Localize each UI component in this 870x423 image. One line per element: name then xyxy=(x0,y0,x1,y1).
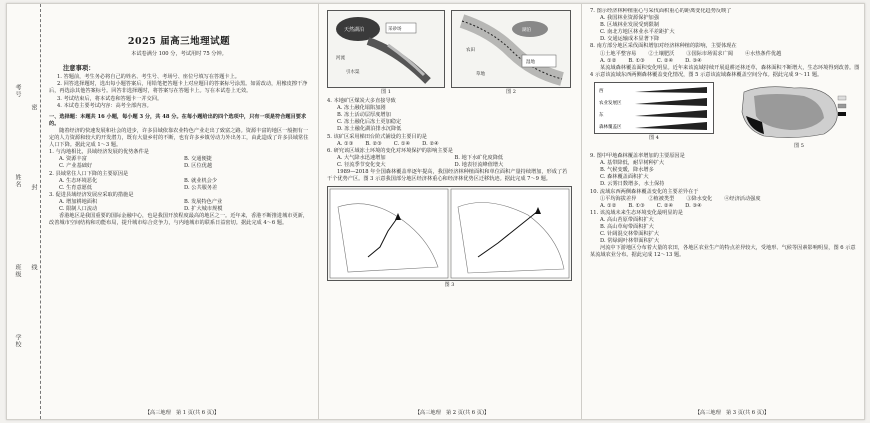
option[interactable]: D. ③④ xyxy=(685,202,702,209)
option[interactable]: D. 公共服务差 xyxy=(184,184,218,191)
name-label: 姓名 xyxy=(14,174,21,188)
statement: ②土壤肥沃 xyxy=(648,50,675,57)
section-heading: 一、选择题：本题共 16 小题，每小题 3 分，共 48 分。在每小题给出的四个选项中，只有一项是符合题目要求的。 xyxy=(49,113,307,127)
notice-item: 2. 回答选择题时，选出每小题答案后，用铅笔把答题卡上对应题目的答案标号涂黑。如需改动，用橡皮擦干净后，再选涂其他答案标号。回答非选择题时，将答案写在答题卡上。写在本试卷上无效。 xyxy=(49,81,308,95)
option[interactable]: A. 生态环境恶化 xyxy=(59,177,98,184)
page-footer-1: 【高三地理 第 1 页(共 6 页)】 xyxy=(144,410,220,416)
figure-4-caption: 图 4 xyxy=(649,134,659,141)
exam-sheet xyxy=(6,3,865,420)
question-3: 3. 促进县域经济发展应采取的措施是 xyxy=(49,191,134,198)
statement: ④经济活动强度 xyxy=(724,195,761,202)
figure-4-row-label: 西 xyxy=(599,87,604,93)
option[interactable]: B. 气候变暖，降水增多 xyxy=(600,167,654,174)
question-6: 6. 研究该区域冻土环境的变化对环境保护的影响主要是 xyxy=(327,147,453,154)
figure-5-wrap xyxy=(734,82,860,152)
figure-2-map xyxy=(452,11,570,87)
statement: ①土地平整容易 xyxy=(600,50,637,57)
figure-row-mid xyxy=(590,82,860,152)
question-7: 7. 图示经济林种植重心与采伐面积重心的距离变化趋势反映了 xyxy=(590,8,732,14)
seal-mark-1: 密 xyxy=(30,104,37,111)
statement: ③国际市场需求广阔 xyxy=(686,50,733,57)
question-1-options xyxy=(49,163,309,170)
question-11: 11. 该流域未来生态环境变化最明显的是 xyxy=(590,209,683,216)
figure-4-wrap xyxy=(594,82,714,152)
option[interactable]: D. ③④ xyxy=(685,57,702,64)
exam-subtitle: 本试卷满分 100 分，考试用时 75 分钟。 xyxy=(131,51,227,58)
question-4: 4. 本地矿区煤炭大多直接导致 xyxy=(327,98,396,105)
school-label: 学校 xyxy=(14,334,21,348)
option[interactable]: A. ①② xyxy=(600,57,617,64)
question-intro: 1989—2018 年全国森林覆盖率逐年提高，我国经济林种植面积和单位面积产量持续增加，形成了若干个优势产区。图 3 示意我国部分地区经济林重心和经济林优势区迁移轨迹。据此完成 7～9 题。 xyxy=(327,169,568,183)
figure-3-map xyxy=(328,187,571,280)
figure-1 xyxy=(327,10,445,88)
question-8: 8. 南方部分地区采伐面积增加对经济林种植的影响，主要体现在 xyxy=(590,43,737,50)
question-2-options xyxy=(49,185,309,192)
option[interactable]: D. 冻土融化湖泊排水沉降低 xyxy=(337,126,402,133)
page-3 xyxy=(590,8,860,408)
question-9: 9. 图中甲地森林覆盖率增加的主要原因是 xyxy=(590,153,685,160)
option[interactable]: C. 生育意愿低 xyxy=(59,184,93,191)
question-5: 5. 该矿区采用梯田台阶式铺设的主要目的是 xyxy=(327,133,427,140)
option[interactable]: B. 就业机会少 xyxy=(184,177,218,184)
option[interactable]: C. ②④ xyxy=(656,57,674,64)
question-5-options xyxy=(327,141,572,148)
option[interactable]: D. 扩大城市规模 xyxy=(184,205,223,212)
id-label: 考号 xyxy=(14,84,21,98)
figure-1-map xyxy=(328,11,444,87)
question-intro: 香港地区是我国重要的国际金融中心，也是我国开放程度最高的地区之一。近年来，香港不断推进城市更新，改善城市空间结构和功能布局，提升城市综合竞争力，与内地城市的联系日益密切。据此完成 4～6 题。 xyxy=(49,213,309,227)
page-2 xyxy=(327,8,572,408)
figure-1-label: 采砂场 xyxy=(388,26,402,31)
figure-4-chart xyxy=(595,83,713,133)
option[interactable]: C. 径流季节变化变大 xyxy=(337,161,386,168)
option[interactable]: C. ①④ xyxy=(393,140,411,147)
notice-item: 1. 答题前，考生务必将自己的姓名、考生号、考场号、座位号填写在答题卡上。 xyxy=(57,74,240,81)
figure-1-label: 河流 xyxy=(336,55,345,60)
option[interactable]: A. 大气降水迅速增加 xyxy=(337,154,386,161)
class-label: 班级 xyxy=(14,264,21,278)
question-3-options xyxy=(49,206,309,213)
figure-3-caption: 图 3 xyxy=(444,282,455,289)
question-intro: 某流域森林覆盖面积变化明显。近年来该流域持续开展退耕还林还草，森林面积不断增大，生态环境得到改善。图 4 示意该流域东西两侧森林覆盖变化情况，图 5 示意该流域森林覆盖空间分布。据此完成 9～11 题。 xyxy=(590,64,860,78)
option[interactable]: B. 交通便捷 xyxy=(184,156,212,163)
option[interactable]: B. 冻土活动层厚度增加 xyxy=(337,112,391,119)
figure-2-label: 湖泊 xyxy=(522,27,531,32)
question-6-options xyxy=(327,155,572,162)
notice-item: 4. 本试卷主要考试内容：高考全部内容。 xyxy=(57,102,152,109)
option[interactable]: B. 发展特色产业 xyxy=(184,198,223,205)
page-footer-2: 【高三地理 第 2 页(共 6 页)】 xyxy=(414,410,490,416)
figure-1-label: 天然湖泊 xyxy=(344,27,365,33)
option[interactable]: D. ②④ xyxy=(422,140,439,147)
option[interactable]: D. 交通运输成本显著下降 xyxy=(600,36,660,43)
question-10: 10. 流域东西两侧森林覆盖变化的主要差异在于 xyxy=(590,188,699,195)
figure-4-row-label: 东 xyxy=(599,111,604,117)
figure-3 xyxy=(327,186,572,281)
question-8-options xyxy=(590,58,860,65)
option[interactable]: A. ①② xyxy=(600,202,617,209)
question-6-options xyxy=(327,162,572,169)
option[interactable]: C. 针阔混交林带面积扩大 xyxy=(600,231,659,238)
question-2: 2. 县域常住人口下降的主要原因是 xyxy=(49,170,129,177)
figure-1-label: 引水渠 xyxy=(346,69,360,74)
option[interactable]: D. 云雾日数增多，水土保持 xyxy=(600,181,665,188)
option[interactable]: A. 冻土融化塌陷加剧 xyxy=(337,105,386,112)
notice-item: 3. 考试结束后，将本试卷和答题卡一并交回。 xyxy=(57,95,163,102)
figure-2-wrap xyxy=(451,10,571,98)
option[interactable]: C. 产业基础好 xyxy=(59,163,93,170)
exam-title: 2025 届高三地理试题 xyxy=(127,36,231,47)
figure-2-caption: 图 2 xyxy=(506,89,516,95)
page-divider xyxy=(581,4,582,419)
binding-margin xyxy=(7,4,41,419)
option[interactable]: C. 冻土融化后冻土更加稳定 xyxy=(337,119,402,126)
option[interactable]: C. 限制人口流动 xyxy=(59,205,98,212)
statement: ③降水变化 xyxy=(686,195,713,202)
option[interactable]: A. ①③ xyxy=(337,140,354,147)
figure-4-row-label: 农业发展区 xyxy=(599,99,622,105)
figure-2-label: 湿地 xyxy=(526,59,535,64)
figure-5-caption: 图 5 xyxy=(794,142,804,149)
question-10-options xyxy=(590,203,860,210)
question-2-options xyxy=(49,178,309,185)
seal-mark-2: 封 xyxy=(30,184,37,191)
figure-1-caption: 图 1 xyxy=(381,89,391,95)
option[interactable]: B. ①③ xyxy=(628,57,645,64)
option[interactable]: C. 森林覆盖面积扩大 xyxy=(600,174,649,181)
figure-2 xyxy=(451,10,571,88)
page-divider xyxy=(318,4,319,419)
notice-heading: 注意事项： xyxy=(63,65,95,73)
question-8-statements xyxy=(590,51,860,58)
option[interactable]: D. 常绿阔叶林带面积扩大 xyxy=(600,238,660,245)
option[interactable]: D. 地表径流峰值增大 xyxy=(454,161,504,168)
option[interactable]: C. 南北方地区林业水平差距扩大 xyxy=(600,29,675,36)
page-1 xyxy=(49,8,309,408)
figure-5-map xyxy=(734,82,860,142)
option[interactable]: A. 增加耕地面积 xyxy=(59,198,98,205)
option[interactable]: A. 资源丰富 xyxy=(59,156,87,163)
option[interactable]: D. 区位优越 xyxy=(184,163,213,170)
figure-1-wrap xyxy=(327,10,445,98)
statement: ②植被类型 xyxy=(648,195,675,202)
seal-mark-3: 线 xyxy=(30,264,37,271)
statement: ①平均海拔差异 xyxy=(600,195,637,202)
option[interactable]: A. 我国林业资源保护加强 xyxy=(600,15,659,22)
page-footer-3: 【高三地理 第 3 页(共 6 页)】 xyxy=(694,410,770,416)
statement: ④水热条件优越 xyxy=(744,50,782,57)
figure-2-label: 农田 xyxy=(466,47,475,52)
option[interactable]: A. 基带降低，耐旱树种扩大 xyxy=(600,160,665,167)
option[interactable]: A. 高山苔原带面积扩大 xyxy=(600,216,654,223)
figure-5 xyxy=(734,82,860,142)
question-10-statements xyxy=(590,196,860,203)
option[interactable]: B. 高山草甸带面积扩大 xyxy=(600,223,654,230)
question-1: 1. 与沟地相比，县域经济发展的优势条件是 xyxy=(49,149,149,156)
option[interactable]: B. 地下水矿化度降低 xyxy=(454,154,504,161)
figure-row-top xyxy=(327,10,572,98)
question-3-options xyxy=(49,199,309,206)
question-intro: 河流中下游地区分布着大量的农田，各地区农业生产的特点差异较大，受地形、气候等因素影响明显，图 6 示意某流域农业分布。据此完成 12～13 题。 xyxy=(590,245,856,259)
option[interactable]: B. ①③ xyxy=(628,202,645,209)
option[interactable]: B. ②③ xyxy=(365,140,382,147)
figure-4-row-label: 森林覆盖区 xyxy=(599,123,622,129)
figure-4 xyxy=(594,82,714,134)
figure-2-label: 草地 xyxy=(476,71,485,76)
option[interactable]: C. ②④ xyxy=(656,202,674,209)
option[interactable]: B. 区域林业发展受到限制 xyxy=(600,22,659,29)
question-intro: 随着经济的快速发展和社会的进步，许多县域依靠农业特色产业走出了致富之路。资源丰富的地区一般拥有一定的人力资源和较大的开发潜力，既有大量乡村的不断，也有许多乡镇劳动力外出务工，由此造成了许多县域常住人口下降。据此完成 1～3 题。 xyxy=(49,127,309,149)
